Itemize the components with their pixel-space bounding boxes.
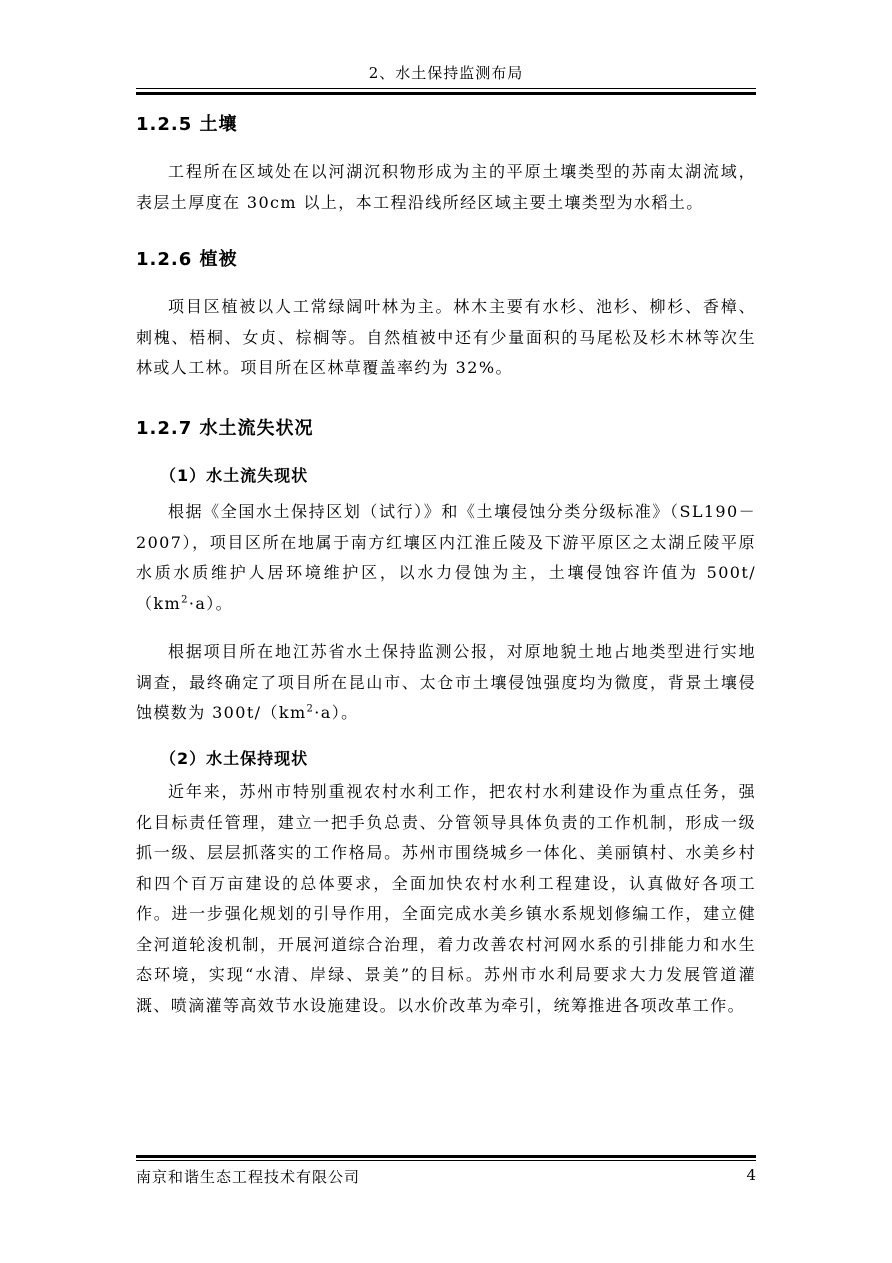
subheading-conservation-status: （2）水土保持现状 bbox=[160, 749, 309, 768]
page-number: 4 bbox=[746, 1166, 756, 1184]
footer-rule-thin bbox=[136, 1160, 756, 1161]
vegetation-paragraph: 项目区植被以人工常绿阔叶林为主。林木主要有水杉、池杉、柳杉、香樟、刺槐、梧桐、女贞、棕榈等。自然植被中还有少量面积的马尾松及杉木林等次生林或人工林。项目所在区林草覆盖率约为 32%。 bbox=[136, 297, 756, 377]
soil-paragraph: 工程所在区域处在以河湖沉积物形成为主的平原土壤类型的苏南太湖流域，表层土厚度在 30cm 以上，本工程沿线所经区域主要土壤类型为水稻土。 bbox=[136, 162, 756, 212]
section-heading-soil-erosion: 1.2.7 水土流失状况 bbox=[136, 418, 314, 439]
erosion-paragraph-1-superscript: 2 bbox=[181, 594, 189, 606]
section-heading-vegetation: 1.2.6 植被 bbox=[136, 249, 238, 270]
conservation-paragraph: 近年来，苏州市特别重视农村水利工作，把农村水利建设作为重点任务，强化目标责任管理，建立一把手负总责、分管领导具体负责的工作机制，形成一级抓一级、层层抓落实的工作格局。苏州市围绕城乡一体化、美丽镇村、水美乡村和四个百万亩建设的总体要求，全面加快农村水利工程建设，认真做好各项工作。进一步强化规划的引导作用，全面完成水美乡镇水系规划修编工作，建立健全河道轮浚机制，开展河道综合治理，着力改善农村河网水系的引排能力和水生态环境，实现“水清、岸绿、景美”的目标。苏州市水利局要求大力发展管道灌溉、喷滴灌等高效节水设施建设。以水价改革为牵引，统筹推进各项改革工作。 bbox=[136, 782, 756, 1015]
section-heading-soil: 1.2.5 土壤 bbox=[136, 114, 238, 135]
erosion-paragraph-1 bbox=[136, 497, 756, 619]
erosion-paragraph-2-superscript: 2 bbox=[306, 703, 315, 715]
footer-rule-thick bbox=[136, 1155, 756, 1158]
header-rule-thin bbox=[136, 88, 756, 89]
erosion-paragraph-2-text: 根据项目所在地江苏省水土保持监测公报，对原地貌土地占地类型进行实地调查，最终确定了项目所在昆山市、太仓市土壤侵蚀强度均为微度，背景土壤侵蚀模数为 300t/（km bbox=[136, 642, 756, 722]
subheading-erosion-status: （1）水土流失现状 bbox=[160, 466, 309, 485]
erosion-paragraph-1-tail: ·a）。 bbox=[188, 593, 234, 613]
page-header-title: 2、水土保持监测布局 bbox=[368, 64, 524, 82]
erosion-paragraph-2-tail: ·a）。 bbox=[314, 703, 359, 722]
footer-company-name: 南京和谐生态工程技术有限公司 bbox=[136, 1168, 361, 1186]
header-rule-thick bbox=[136, 92, 756, 95]
erosion-paragraph-1-text: 根据《全国水土保持区划（试行）》和《土壤侵蚀分类分级标准》（SL190－2007），项目区所在地属于南方红壤区内江淮丘陵及下游平原区之太湖丘陵平原水质水质维护人居环境维护区，以水力侵蚀为主，土壤侵蚀容许值为 500t/（km bbox=[136, 502, 756, 613]
erosion-paragraph-2 bbox=[136, 637, 756, 729]
